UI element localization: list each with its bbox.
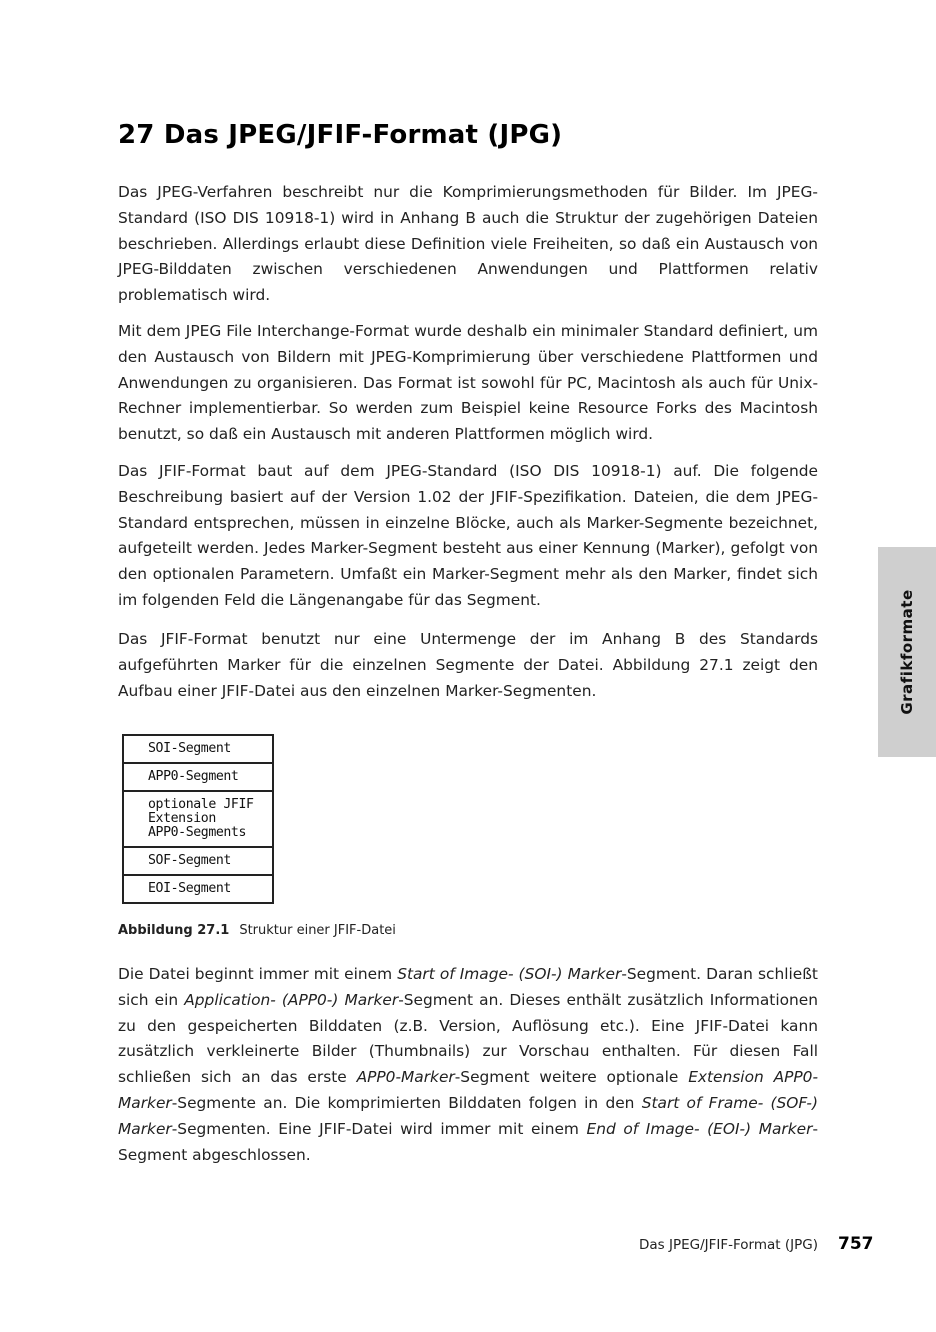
paragraph: Mit dem JPEG File Interchange-Format wurde deshalb ein minimaler Standard definiert, um den Austausch von Bildern mit JPEG-Komprimierung über verschiedene Plattformen und Anwendungen zu organisieren. Das Format ist sowohl für PC, Macintosh als auch für Unix-Rechner implementierbar. So werden zum Beispiel keine Resource Forks des Macintosh benutzt, so daß ein Austausch mit anderen Plattformen möglich wird. [118, 322, 818, 444]
jfif-structure-diagram [122, 734, 274, 904]
diagram-segment-soi: SOI-Segment [148, 741, 231, 756]
text-run: -Segment an. Dieses enthält zusätzlich Informationen zu den gespeicherten Bilddaten (z.B. Version, Auflösung etc.). Eine JFIF-Datei kann zusätzlich verkleinerte Bilder (Thumbnails) zur Vorschau enthalten. Für diesen Fall schließen sich an das erste [118, 990, 819, 1087]
running-footer: Das JPEG/JFIF-Format (JPG) [638, 1237, 818, 1253]
text-run: -Segmente an. Die komprimierten Bilddaten folgen in den [171, 1093, 642, 1112]
section-thumb-label: Grafikformate [898, 589, 916, 715]
text-run: Die Datei beginnt immer mit einem [118, 965, 398, 983]
text-run: -Segment abgeschlossen. [118, 1119, 819, 1164]
diagram-segment-extension: optionale JFIF Extension APP0-Segments [124, 790, 272, 846]
paragraph: Das JPEG-Verfahren beschreibt nur die Komprimierungsmethoden für Bilder. Im JPEG-Standard (ISO DIS 10918-1) wird in Anhang B auch die Struktur der zugehörigen Dateien beschrieben. Allerdings erlaubt diese Definition viele Freiheiten, so daß ein Austausch von JPEG-Bilddaten zwischen verschiedenen Anwendungen und Plattformen relativ problematisch wird. [118, 183, 818, 305]
figure-caption [118, 922, 396, 940]
italic-term: Application- (APP0-) Marker [184, 990, 399, 1009]
paragraph [118, 962, 818, 1168]
figure-caption-label: Abbildung 27.1 [118, 923, 230, 938]
italic-term: Extension APP0-Marker [118, 1068, 819, 1112]
text-run: -Segment. Daran schließt sich ein [118, 965, 818, 1009]
italic-term: Start of Image- (SOI-) Marker [397, 965, 622, 983]
page-number: 757 [838, 1234, 874, 1254]
diagram-segment-eoi: EOI-Segment [124, 874, 272, 902]
diagram-segment-sof: SOF-Segment [124, 846, 272, 874]
paragraph: Das JFIF-Format benutzt nur eine Untermenge der im Anhang B des Standards aufgeführten Marker für die einzelnen Segmente der Datei. Abbildung 27.1 zeigt den Aufbau einer JFIF-Datei aus den einzelnen Marker-Segmenten. [118, 630, 818, 700]
figure-caption-text: Struktur einer JFIF-Datei [239, 923, 396, 938]
paragraph: Das JFIF-Format baut auf dem JPEG-Standard (ISO DIS 10918-1) auf. Die folgende Beschreibung basiert auf der Version 1.02 der JFIF-Spezifikation. Dateien, die dem JPEG-Standard entsprechen, müssen in einzelne Blöcke, auch als Marker-Segmente bezeichnet, aufgeteilt werden. Jedes Marker-Segment besteht aus einer Kennung (Marker), gefolgt von den optionalen Parametern. Umfaßt ein Marker-Segment mehr als den Marker, findet sich im folgenden Feld die Längenangabe für das Segment. [118, 462, 818, 609]
text-run: -Segment weitere optionale [454, 1068, 689, 1087]
italic-term: End of Image- (EOI-) Marker [586, 1119, 813, 1138]
italic-term: APP0-Marker [356, 1068, 455, 1087]
italic-term: Start of Frame- (SOF-) Marker [118, 1093, 818, 1138]
chapter-title: 27 Das JPEG/JFIF-Format (JPG) [118, 120, 563, 150]
section-thumb-tab [878, 547, 936, 757]
diagram-segment-app0: APP0-Segment [124, 762, 272, 790]
text-run: -Segmenten. Eine JFIF-Datei wird immer mit einem [171, 1119, 587, 1138]
